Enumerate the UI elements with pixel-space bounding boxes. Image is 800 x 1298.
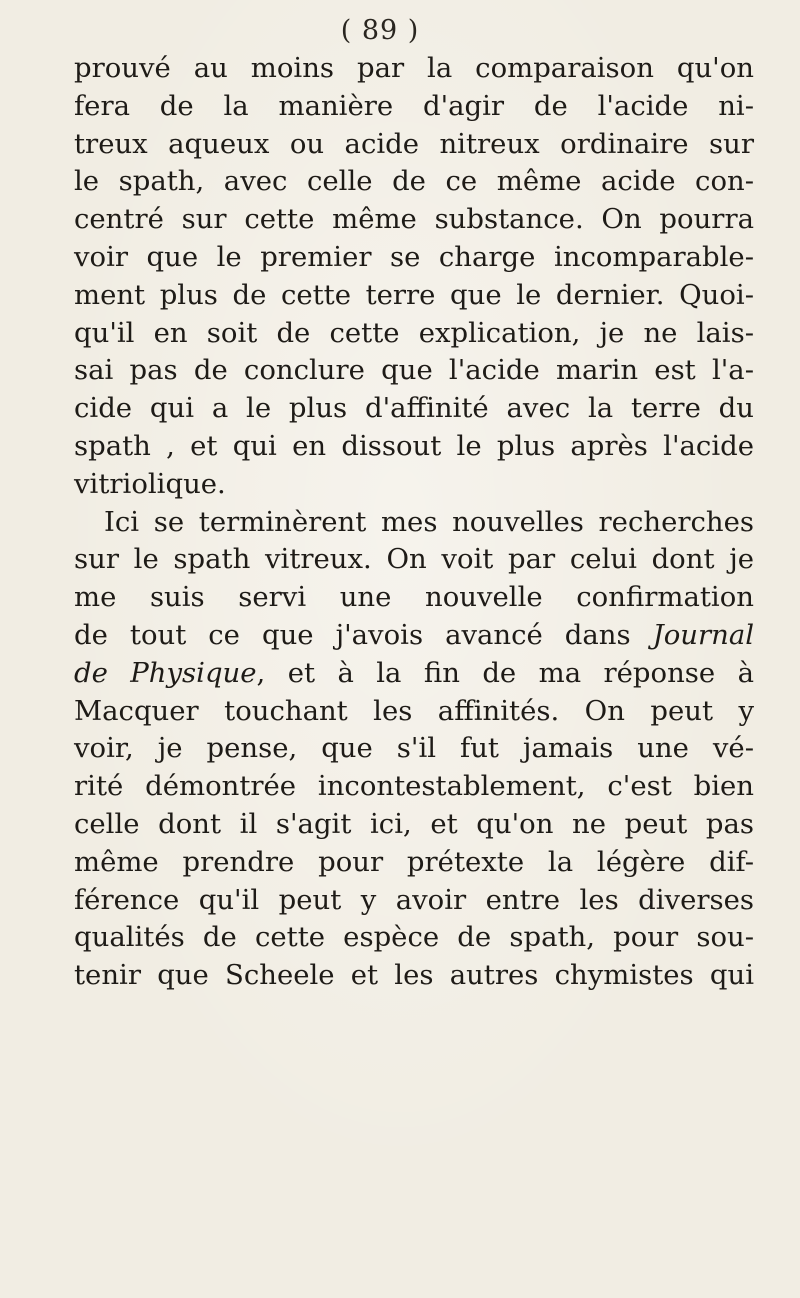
text-line: voir que le premier se charge incomparable- (74, 240, 754, 273)
text-line: qualités de cette espèce de spath, pour sou- (74, 921, 754, 954)
text-line: sai pas de conclure que l'acide marin est l'a- (74, 354, 754, 387)
text-segment: de tout ce que j'avois avancé dans (74, 618, 631, 651)
text-line: vitriolique. (74, 467, 226, 500)
text-line: le spath, avec celle de ce même acide con- (74, 165, 754, 198)
text-line: cide qui a le plus d'affinité avec la terre du (74, 392, 754, 425)
text-line-with-italic (74, 655, 754, 693)
text-line: treux aqueux ou acide nitreux ordinaire sur (74, 127, 754, 160)
text-line: me suis servi une nouvelle confirmation (74, 581, 754, 614)
text-segment: , et à la fin de ma réponse à (256, 656, 754, 689)
journal-title-italic-continued: de Physique (74, 656, 257, 689)
text-line-with-italic (74, 617, 754, 655)
text-line: Macquer touchant les affinités. On peut y (74, 694, 754, 727)
text-line: celle dont il s'agit ici, et qu'on ne peut pas (74, 807, 754, 840)
text-line: qu'il en soit de cette explication, je ne lais- (74, 316, 754, 349)
text-line: prouvé au moins par la comparaison qu'on (74, 52, 754, 84)
journal-title-italic: Journal (652, 618, 755, 651)
text-line: fera de la manière d'agir de l'acide ni- (74, 89, 754, 122)
text-line: férence qu'il peut y avoir entre les diverses (74, 883, 754, 916)
text-line: même prendre pour prétexte la légère dif- (74, 845, 754, 878)
text-line: voir, je pense, que s'il fut jamais une vé- (74, 732, 754, 765)
text-line: ment plus de cette terre que le dernier. Quoi- (74, 278, 754, 311)
paragraph-start-line: Ici se terminèrent mes nouvelles recherches (104, 505, 754, 538)
text-line: sur le spath vitreux. On voit par celui dont je (74, 543, 754, 576)
page-number: ( 89 ) (340, 15, 420, 46)
text-line: centré sur cette même substance. On pourra (74, 203, 754, 236)
body-text (74, 50, 754, 995)
text-line: tenir que Scheele et les autres chymistes qui (74, 959, 754, 992)
text-line: rité démontrée incontestablement, c'est bien (74, 770, 754, 803)
text-line: spath , et qui en dissout le plus après l'acide (74, 429, 754, 462)
